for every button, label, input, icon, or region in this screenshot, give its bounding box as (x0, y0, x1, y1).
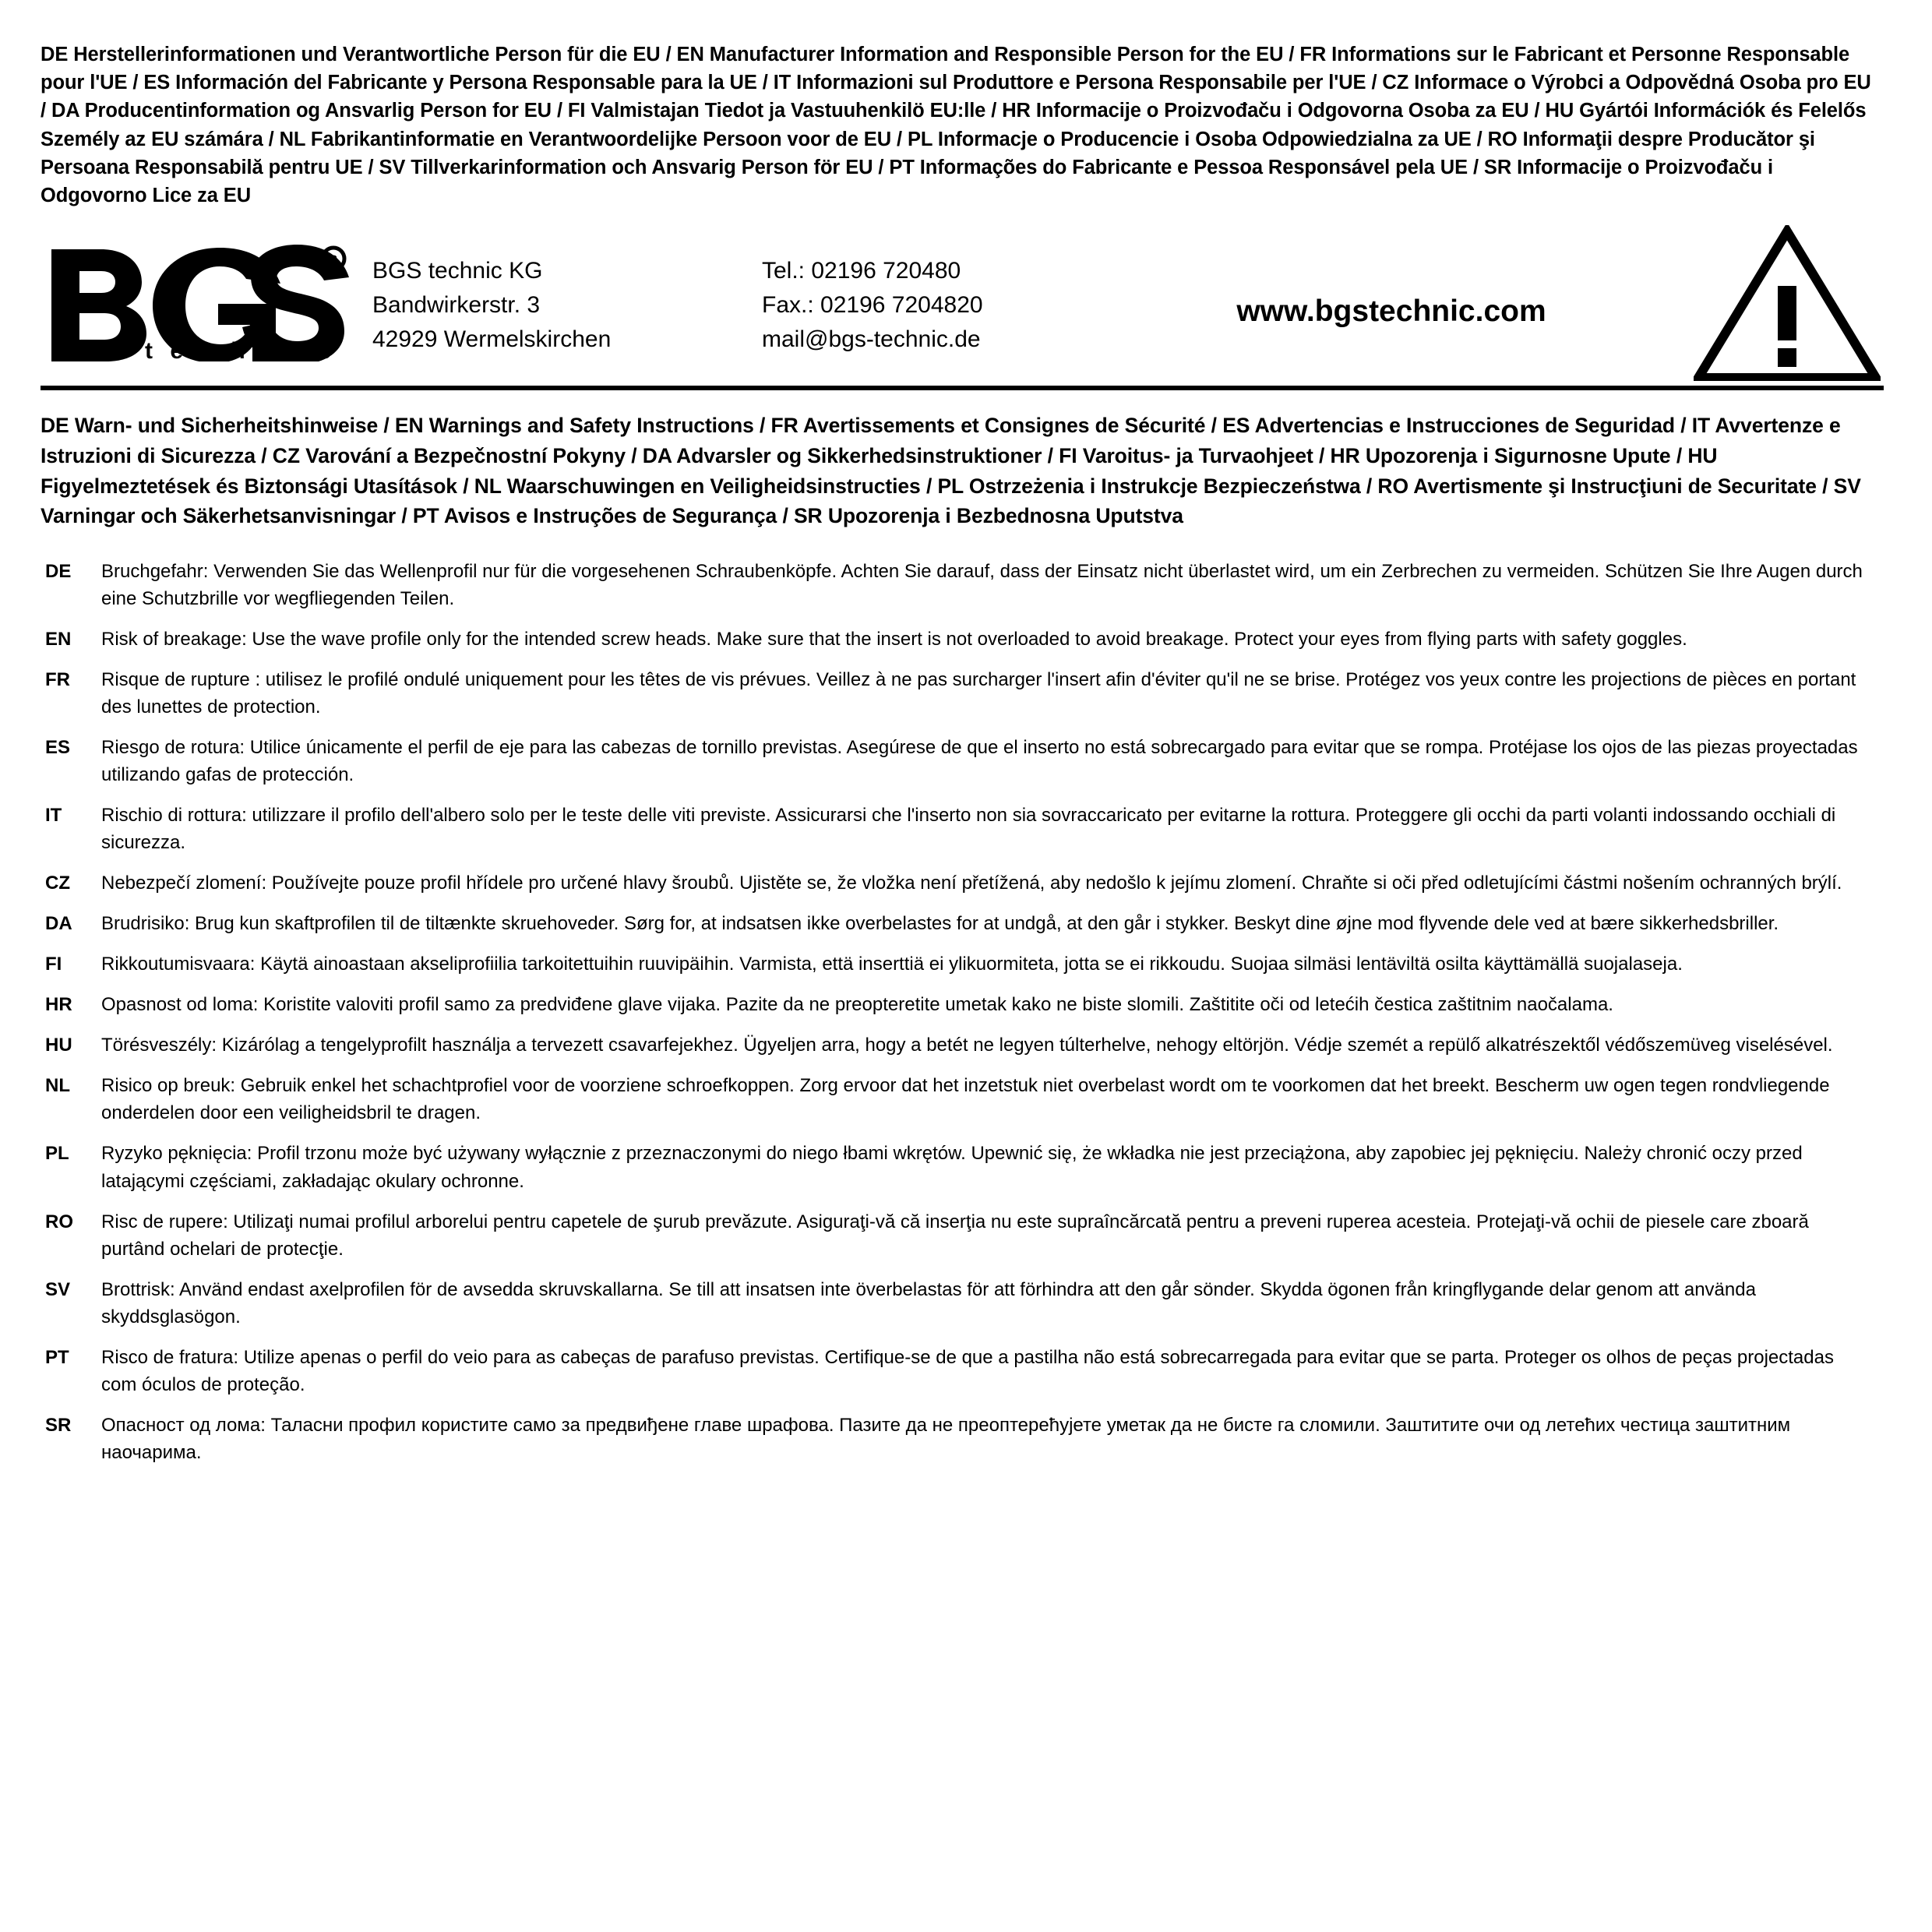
language-code: SR (45, 1414, 72, 1436)
warning-row-da (41, 910, 1884, 937)
warning-text: Risico op breuk: Gebruik enkel het schachtprofiel voor de voorziene schroefkoppen. Zorg ervoor dat het inzetstuk niet overbelast wordt om te voorkomen dat het breekt. Bescherm uw ogen tegen rondvliegende onderdelen door een veiligheidsbril te dragen. (101, 1075, 1830, 1124)
warnings-list (41, 558, 1884, 1466)
language-code: FR (45, 669, 70, 691)
warning-text: Opasnost od loma: Koristite valoviti profil samo za predviđene glave vijaka. Pazite da ne preopteretite umetak kako ne biste slomili. Zaštitite oči od letećih čestica zaštitnim naočalama. (101, 994, 1613, 1016)
warning-row-ro (41, 1208, 1884, 1263)
warning-text: Nebezpečí zlomení: Používejte pouze profil hřídele pro určené hlavy šroubů. Ujistěte se, že vložka není přetížená, aby nedošlo k jejímu zlomení. Chraňte si oči před odletujícími částmi nošením ochranných brýlí. (101, 873, 1842, 894)
company-city: 42929 Wermelskirchen (372, 326, 612, 353)
warning-row-sv (41, 1276, 1884, 1331)
warning-row-es (41, 734, 1884, 788)
warning-row-cz (41, 869, 1884, 897)
warning-triangle (1686, 225, 1884, 381)
language-code: PL (45, 1143, 69, 1165)
language-code: HR (45, 994, 72, 1016)
warning-row-pl (41, 1140, 1884, 1194)
warning-row-fr (41, 666, 1884, 721)
warning-text: Rikkoutumisvaara: Käytä ainoastaan akseliprofiilia tarkoitettuihin ruuvipäihin. Varmista, että inserttiä ei ylikuormiteta, jotta se ei rikkoudu. Suojaa silmäsi lentäviltä osilta käyttämällä suojalaseja. (101, 954, 1683, 975)
language-code: PT (45, 1346, 69, 1368)
language-code: DE (45, 560, 72, 582)
warning-text: Risc de rupere: Utilizaţi numai profilul arborelui pentru capetele de şurub prevăzute. Asiguraţi-vă că inserţia nu este supraîncărcată pentru a preveni ruperea acesteia. Protejaţi-vă ochii de piesele care zboară purtând ochelari de protecţie. (101, 1211, 1809, 1260)
warning-row-pt (41, 1344, 1884, 1398)
warning-text: Risk of breakage: Use the wave profile only for the intended screw heads. Make sure that the insert is not overloaded to avoid breakage. Protect your eyes from flying parts with safety goggles. (101, 629, 1687, 650)
warning-row-sr (41, 1412, 1884, 1466)
language-code: CZ (45, 873, 70, 894)
warning-text: Törésveszély: Kizárólag a tengelyprofilt használja a tervezett csavarfejekhez. Ügyeljen arra, hogy a betét ne legyen túlterhelve, nehogy eltörjön. Védje szemét a repülő alkatrészektől védőszemüveg viselésével. (101, 1035, 1833, 1056)
language-code: HU (45, 1035, 72, 1056)
bgs-logo-svg (45, 245, 357, 361)
svg-text:t e c h n i c: t e c h n i c (145, 338, 337, 362)
company-name: BGS technic KG (372, 257, 543, 284)
language-code: DA (45, 913, 72, 935)
warning-text: Riesgo de rotura: Utilice únicamente el perfil de eje para las cabezas de tornillo previstas. Asegúrese de que el inserto no está sobrecargado para evitar que se rompa. Protéjase los ojos de las piezas proyectadas utilizando gafas de protección. (101, 737, 1858, 786)
company-fax: Fax.: 02196 7204820 (762, 292, 983, 319)
warning-text: Risco de fratura: Utilize apenas o perfil do veio para as cabeças de parafuso previstas. Certifique-se de que a pastilha não está sobrecarregada para evitar que se parta. Proteger os olhos de peças projectadas com óculos de proteção. (101, 1346, 1834, 1395)
warning-row-en (41, 626, 1884, 653)
warning-row-it (41, 802, 1884, 856)
warning-text: Rischio di rottura: utilizzare il profilo dell'albero solo per le teste delle viti previste. Assicurarsi che l'inserto non sia sovraccaricato per evitarne la rottura. Proteggere gli occhi da parti volanti indossando occhiali di sicurezza. (101, 805, 1836, 854)
warning-text: Опасност од лома: Таласни профил користите само за предвиђене главе шрафова. Пазите да не преоптерећујете уметак да не бисте га сломили. Заштитите очи од летећих честица заштитним наочарима. (101, 1414, 1791, 1463)
warning-text: Brudrisiko: Brug kun skaftprofilen til de tiltænkte skruehoveder. Sørg for, at indsatsen ikke overbelastes for at undgå, at den går i stykker. Beskyt dine øjne mod flyvende dele ved at bære sikkerhedsbriller. (101, 913, 1779, 935)
company-website: www.bgstechnic.com (1236, 294, 1546, 329)
company-street: Bandwirkerstr. 3 (372, 292, 541, 319)
warning-row-fi (41, 950, 1884, 978)
language-code: IT (45, 805, 62, 827)
warning-row-hr (41, 991, 1884, 1018)
company-address (372, 249, 762, 358)
language-code: EN (45, 629, 72, 650)
bgs-logo (41, 245, 372, 361)
company-contact (762, 249, 1128, 358)
safety-instructions-heading: DE Warn- und Sicherheitshinweise / EN Warnings and Safety Instructions / FR Avertissements et Consignes de Sécurité / ES Advertencias e Instrucciones de Seguridad / IT Avvertenze e Istruzioni di Sicurezza / CZ Varování a Bezpečnostní Pokyny / DA Advarsler og Sikkerhedsinstruktioner / FI Varoitus- ja Turvaohjeet / HR Upozorenja i Sigurnosne Upute / HU Figyelmeztetések és Biztonsági Utasítások / NL Waarschuwingen en Veiligheidsinstructies / PL Ostrzeżenia i Instrukcje Bezpieczeństwa / RO Avertismente şi Instrucţiuni de Securitate / SV Varningar och Säkerhetsanvisningar / PT Avisos e Instruções de Segurança / SR Upozorenja i Bezbednosna Uputstva (41, 414, 1861, 528)
language-code: RO (45, 1211, 73, 1232)
svg-text:R: R (328, 252, 339, 270)
warning-row-de (41, 558, 1884, 612)
company-tel: Tel.: 02196 720480 (762, 257, 961, 284)
warning-text: Brottrisk: Använd endast axelprofilen för de avsedda skruvskallarna. Se till att insatsen inte överbelastas för att förhindra att den går sönder. Skydda ögonen från kringflygande delar genom att använda skyddsglasögon. (101, 1278, 1756, 1327)
language-code: SV (45, 1278, 71, 1300)
warning-text: Risque de rupture : utilisez le profilé ondulé uniquement pour les têtes de vis prévues. Veillez à ne pas surcharger l'insert afin d'éviter qu'il ne se brise. Protégez vos yeux contre les projections de pièces en portant des lunettes de protection. (101, 669, 1856, 718)
warning-row-hu (41, 1031, 1884, 1059)
language-code: ES (45, 737, 71, 759)
warning-row-nl (41, 1072, 1884, 1126)
language-code: FI (45, 954, 62, 975)
warning-triangle-icon (1694, 225, 1881, 381)
language-code: NL (45, 1075, 70, 1097)
warning-text: Bruchgefahr: Verwenden Sie das Wellenprofil nur für die vorgesehenen Schraubenköpfe. Achten Sie darauf, dass der Einsatz nicht überlastet wird, um ein Zerbrechen zu vermeiden. Schützen Sie Ihre Augen durch eine Schutzbrille vor wegfliegenden Teilen. (101, 560, 1863, 609)
manufacturer-info-heading: DE Herstellerinformationen und Verantwortliche Person für die EU / EN Manufacturer Information and Responsible Person for the EU / FR Informations sur le Fabricant et Personne Responsable pour l'UE / ES Información del Fabricante y Persona Responsable para la UE / IT Informazioni sul Produttore e Persona Responsabile per l'UE / CZ Informace o Výrobci a Odpovědná Osoba pro EU / DA Producentinformation og Ansvarlig Person for EU / FI Valmistajan Tiedot ja Vastuuhenkilö EU:lle / HR Informacije o Proizvođaču i Odgovorna Osoba za EU / HU Gyártói Információk és Felelős Személy az EU számára / NL Fabrikantinformatie en Verantwoordelijke Persoon voor de EU / PL Informacje o Producencie i Osoba Odpowiedzialna za UE / RO Informaţii despre Producător şi Persoana Responsabilă pentru UE / SV Tillverkarinformation och Ansvarig Person för EU / PT Informações do Fabricante e Pessoa Responsável pela UE / SR Informacije o Proizvođaču i Odgovorno Lice za EU (41, 44, 1871, 207)
company-contact-band (41, 220, 1884, 390)
warning-text: Ryzyko pęknięcia: Profil trzonu może być używany wyłącznie z przeznaczonymi do niego łbami wkrętów. Upewnić się, że wkładka nie jest przeciążona, aby zapobiec jej pęknięciu. Należy chronić oczy przed latającymi częściami, zakładając okulary ochronne. (101, 1143, 1803, 1192)
company-email: mail@bgs-technic.de (762, 326, 981, 353)
